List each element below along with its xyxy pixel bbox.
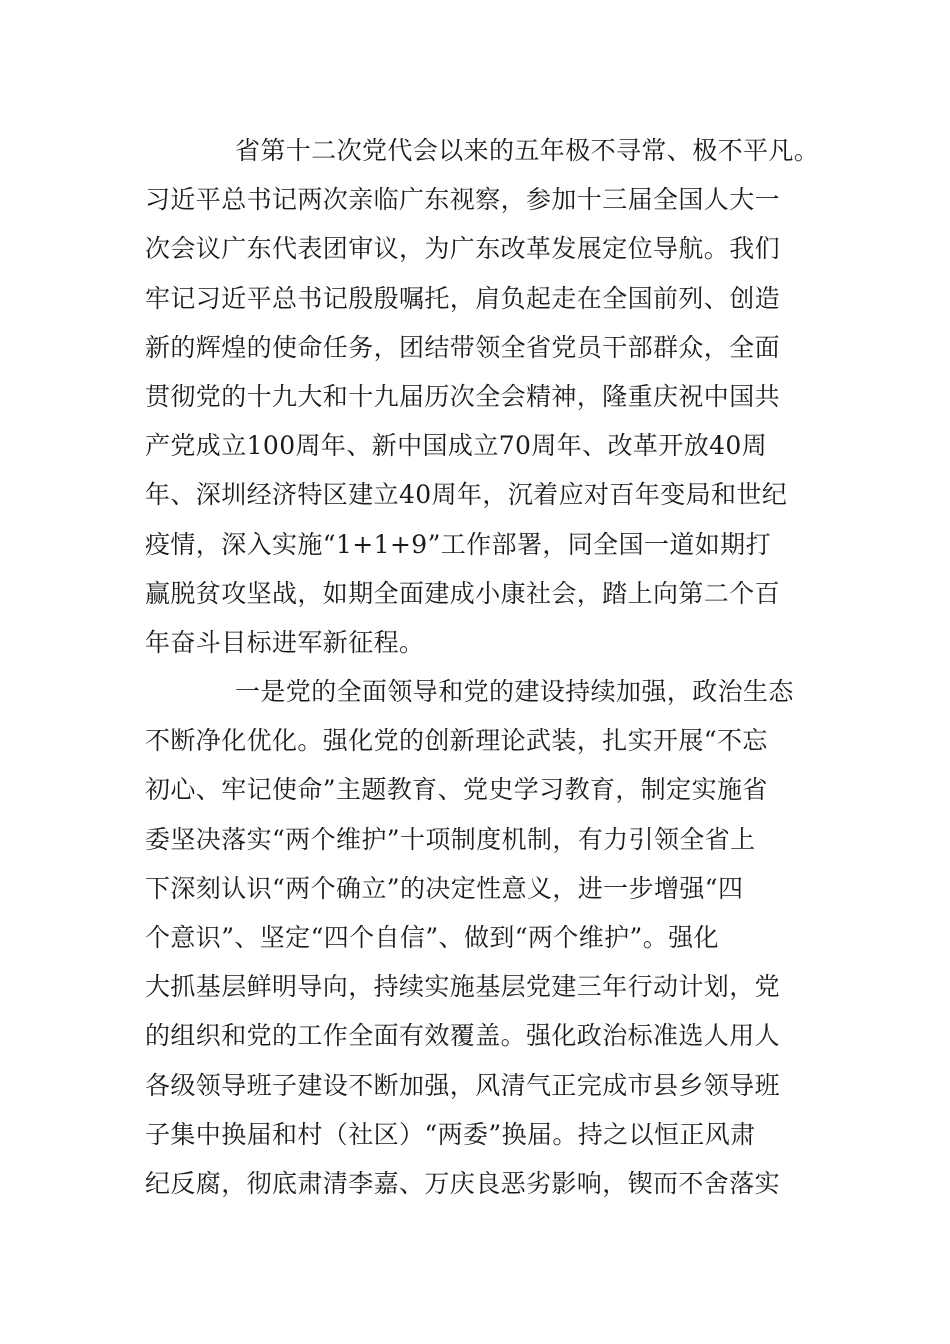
paragraph-2-line-9: 各级领导班子建设不断加强，风清气正完成市县乡领导班 xyxy=(145,1070,781,1100)
paragraph-1-line-8: 年、深圳经济特区建立40周年，沉着应对百年变局和世纪 xyxy=(145,480,788,510)
paragraph-1-line-6: 贯彻党的十九大和十九届历次全会精神，隆重庆祝中国共 xyxy=(145,381,781,411)
paragraph-2-line-1: 一是党的全面领导和党的建设持续加强，政治生态 xyxy=(235,677,794,707)
paragraph-2-line-5: 下深刻认识“两个确立”的决定性意义，进一步增强“四 xyxy=(145,873,744,903)
paragraph-2-line-3: 初心、牢记使命”主题教育、党史学习教育，制定实施省 xyxy=(145,775,768,805)
paragraph-1-line-1: 省第十二次党代会以来的五年极不寻常、极不平凡。 xyxy=(235,136,820,165)
paragraph-2-line-7: 大抓基层鲜明导向，持续实施基层党建三年行动计划，党 xyxy=(145,972,781,1002)
paragraph-2-line-10: 子集中换届和村（社区）“两委”换届。持之以恒正风肃 xyxy=(145,1119,756,1149)
paragraph-1-line-7: 产党成立100周年、新中国成立70周年、改革开放40周 xyxy=(145,431,768,461)
paragraph-2 xyxy=(145,667,815,1208)
paragraph-2-line-4: 委坚决落实“两个维护”十项制度机制，有力引领全省上 xyxy=(145,824,756,854)
paragraph-2-line-6: 个意识”、坚定“四个自信”、做到“两个维护”。强化 xyxy=(145,923,719,952)
paragraph-1 xyxy=(145,126,820,667)
paragraph-1-line-11: 年奋斗目标进军新征程。 xyxy=(145,627,425,657)
document-body xyxy=(145,126,820,1208)
paragraph-1-line-9: 疫情，深入实施“1+1+9”工作部署，同全国一道如期打 xyxy=(145,529,771,559)
paragraph-1-line-10: 赢脱贫攻坚战，如期全面建成小康社会，踏上向第二个百 xyxy=(145,578,781,608)
paragraph-2-line-2: 不断净化优化。强化党的创新理论武装，扎实开展“不忘 xyxy=(145,726,768,756)
paragraph-2-line-11: 纪反腐，彻底肃清李嘉、万庆良恶劣影响，锲而不舍落实 xyxy=(145,1168,781,1198)
paragraph-1-line-4: 牢记习近平总书记殷殷嘱托，肩负起走在全国前列、创造 xyxy=(145,283,781,313)
paragraph-1-line-2: 习近平总书记两次亲临广东视察，参加十三届全国人大一 xyxy=(145,185,781,215)
paragraph-1-line-5: 新的辉煌的使命任务，团结带领全省党员干部群众，全面 xyxy=(145,332,781,362)
paragraph-1-line-3: 次会议广东代表团审议，为广东改革发展定位导航。我们 xyxy=(145,234,781,264)
paragraph-2-line-8: 的组织和党的工作全面有效覆盖。强化政治标准选人用人 xyxy=(145,1021,781,1051)
